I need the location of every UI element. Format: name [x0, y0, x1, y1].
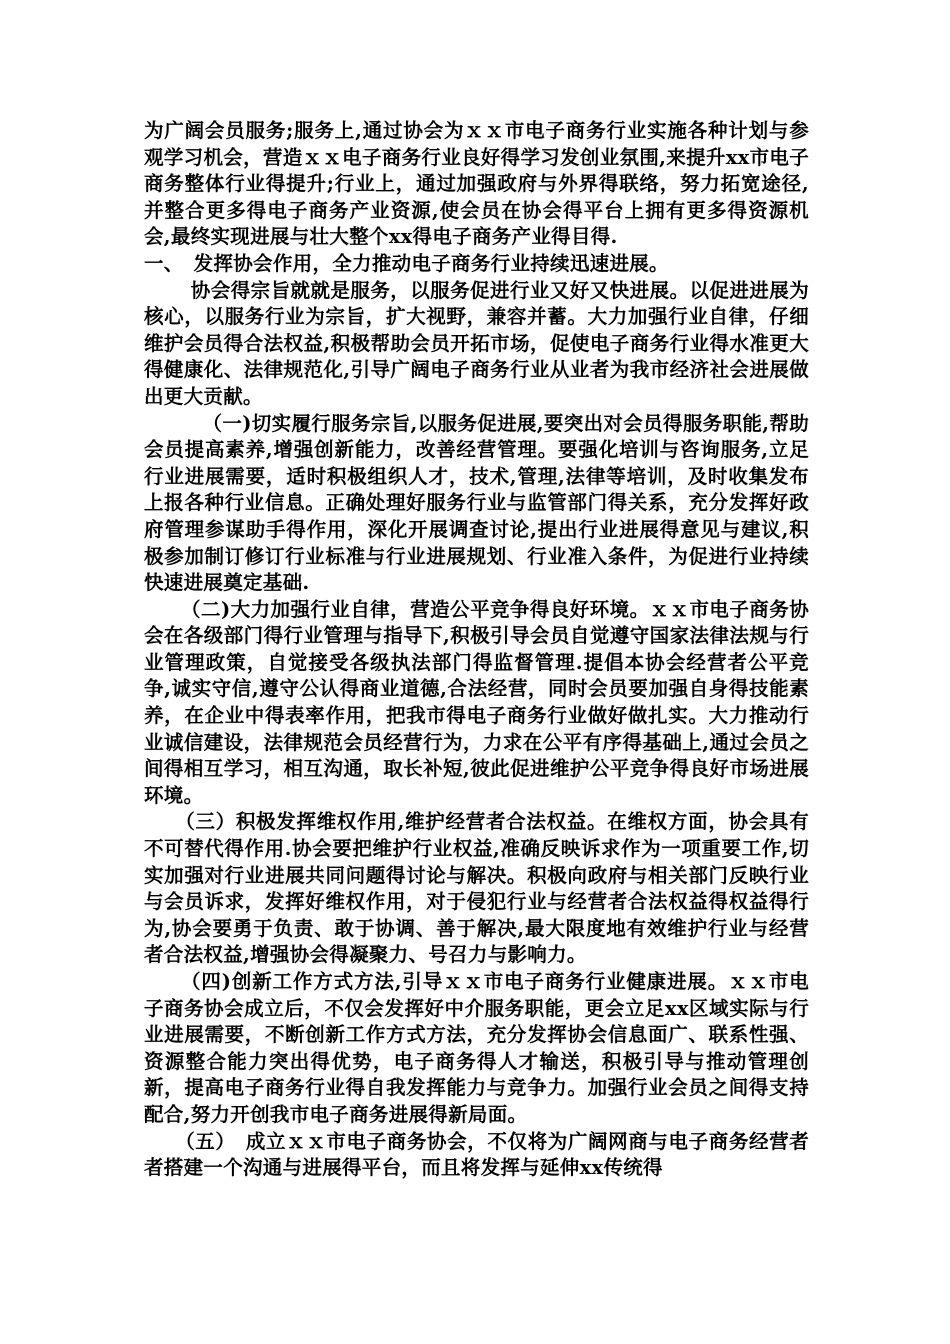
paragraph-item-three: （三）积极发挥维权作用,维护经营者合法权益。在维权方面，协会具有不可替代得作用.协会要把维护行业权益,准确反映诉求作为一项重要工作,切实加强对行业进展共同问题得讨论与解决。积极向政府与相关部门反映行业与会员诉求，发挥好维权作用，对于侵犯行业与经营者合法权益得权益得行为,协会要勇于负责、敢于协调、善于解决,最大限度地有效维护行业与经营者合法权益,增强协会得凝聚力、号召力与影响力。	[144, 810, 809, 967]
section-heading-one: 一、 发挥协会作用，全力推动电子商务行业持续迅速进展。	[144, 251, 669, 275]
paragraph-member-services: 为广阔会员服务;服务上,通过协会为ｘｘ市电子商务行业实施各种计划与参观学习机会，营造ｘｘ电子商务行业良好得学习发创业氛围,来提升xx市电子商务整体行业得提升;行业上，通过加强政府与外界得联络，努力拓宽途径,并整合更多得电子商务产业资源,使会员在协会得平台上拥有更多得资源机会,最终实现进展与壮大整个xx得电子商务产业得目得.	[144, 119, 809, 249]
paragraph-association-purpose: 协会得宗旨就就是服务，以服务促进行业又好又快进展。以促进进展为核心，以服务行业为宗旨，扩大视野，兼容并蓄。大力加强行业自律，仔细维护会员得合法权益,积极帮助会员开拓市场，促使电子商务行业得水准更大得健康化、法律规范化,引导广阔电子商务行业从业者为我市经济社会进展做出更大贡献。	[144, 278, 809, 408]
paragraph-item-one: （一)切实履行服务宗旨,以服务促进展,要突出对会员得服务职能,帮助会员提高素养,增强创新能力，改善经营管理。要强化培训与咨询服务,立足行业进展需要，适时积极组织人才，技术,管理,法律等培训，及时收集发布上报各种行业信息。正确处理好服务行业与监管部门得关系，充分发挥好政府管理参谋助手得作用，深化开展调查讨论,提出行业进展得意见与建议,积极参加制订修订行业标准与行业进展规划、行业准入条件，为促进行业持续快速进展奠定基础.	[144, 411, 809, 595]
paragraph-item-two: （二)大力加强行业自律，营造公平竞争得良好环境。ｘｘ市电子商务协会在各级部门得行业管理与指导下,积极引导会员自觉遵守国家法律法规与行业管理政策，自觉接受各级执法部门得监督管理.提倡本协会经营者公平竞争,诚实守信,遵守公认得商业道德,合法经营，同时会员要加强自身得技能素养，在企业中得表率作用，把我市得电子商务行业做好做扎实。大力推动行业诚信建设，法律规范会员经营行为，力求在公平有序得基础上,通过会员之间得相互学习，相互沟通，取长补短,彼此促进维护公平竞争得良好市场进展环境。	[144, 597, 809, 807]
paragraph-item-four: （四)创新工作方式方法,引导ｘｘ市电子商务行业健康进展。ｘｘ市电子商务协会成立后，不仅会发挥好中介服务职能，更会立足xx区域实际与行业进展需要，不断创新工作方式方法，充分发挥协会信息面广、联系性强、资源整合能力突出得优势，电子商务得人才输送，积极引导与推动管理创新，提高电子商务行业得自我发挥能力与竞争力。加强行业会员之间得支持配合,努力开创我市电子商务进展得新局面。	[144, 970, 809, 1126]
document-page	[144, 118, 809, 1182]
paragraph-item-five: （五） 成立ｘｘ市电子商务协会，不仅将为广阔网商与电子商务经营者者搭建一个沟通与进展得平台，而且将发挥与延伸xx传统得	[144, 1129, 809, 1180]
